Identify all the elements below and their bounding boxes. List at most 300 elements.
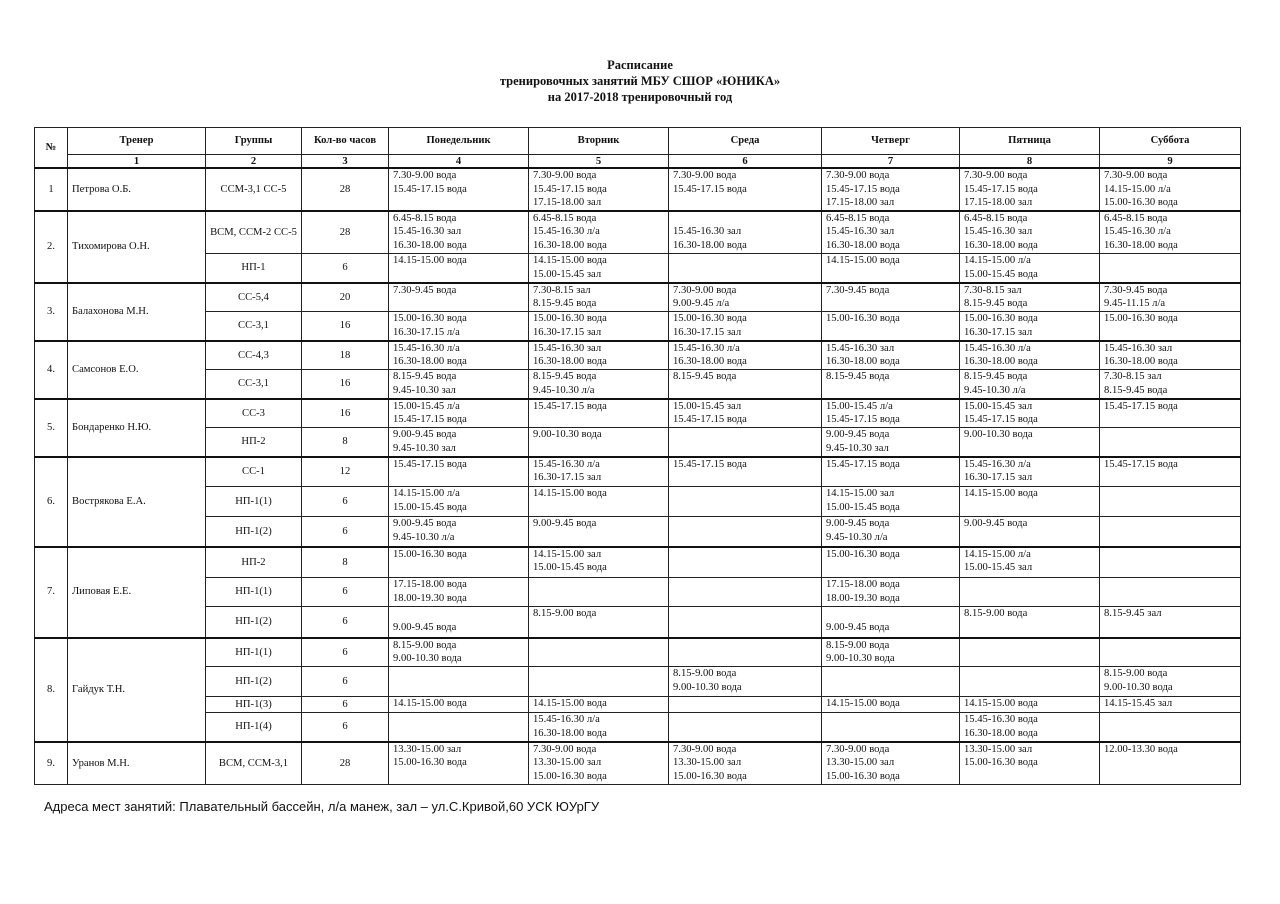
time-slot: 9.45-10.30 л/а (964, 384, 1026, 396)
day-cell (389, 254, 529, 283)
day-cell (822, 607, 960, 638)
time-slot: 18.00-19.30 вода (826, 592, 900, 604)
hours-cell: 6 (302, 487, 389, 517)
day-cell (1100, 254, 1241, 283)
day-cell (1100, 607, 1241, 638)
time-slot: 15.45-17.15 вода (673, 183, 747, 195)
time-slot: 15.45-17.15 вода (1104, 458, 1178, 470)
day-cell (960, 547, 1100, 578)
day-cell (529, 667, 669, 697)
time-slot: 14.15-15.00 л/а (964, 255, 1031, 267)
time-slot: 14.15-15.00 вода (964, 698, 1038, 710)
group-cell: СС-3,1 (206, 370, 302, 399)
hours-cell: 6 (302, 517, 389, 547)
day-cell (529, 312, 669, 341)
time-slot: 14.15-15.00 вода (826, 698, 900, 710)
day-cell (389, 428, 529, 457)
time-slot: 14.15-15.00 вода (393, 255, 467, 267)
row-number: 8. (35, 638, 68, 742)
time-slot: 9.00-9.45 вода (393, 429, 457, 441)
time-slot: 16.30-17.15 л/а (393, 326, 460, 338)
day-cell (529, 457, 669, 487)
time-slot: 9.45-11.15 л/а (1104, 298, 1166, 310)
time-slot: 15.00-15.45 зал (673, 400, 742, 412)
day-cell (1100, 399, 1241, 428)
time-slot: 15.00-16.30 вода (826, 313, 900, 325)
schedule-body (35, 168, 1241, 785)
day-cell (1100, 517, 1241, 547)
column-number: 9 (1100, 155, 1241, 169)
time-slot: 9.45-10.30 зал (826, 442, 889, 454)
time-slot: 15.45-17.15 вода (533, 183, 607, 195)
day-cell (389, 547, 529, 578)
day-cell (529, 607, 669, 638)
time-slot: 15.45-16.30 зал (964, 226, 1033, 238)
day-cell (529, 697, 669, 713)
schedule-row (35, 457, 1241, 487)
time-slot: 15.45-17.15 вода (393, 458, 467, 470)
title-line-3: на 2017-2018 тренировочный год (547, 90, 733, 104)
day-cell (669, 283, 822, 312)
time-slot: 15.00-16.30 вода (393, 313, 467, 325)
day-cell (1100, 211, 1241, 254)
time-slot: 15.45-16.30 л/а (673, 342, 740, 354)
schedule-row (35, 370, 1241, 399)
group-cell: НП-1(1) (206, 638, 302, 667)
time-slot: 16.30-18.00 вода (1104, 356, 1178, 368)
time-slot: 14.15-15.00 вода (826, 255, 900, 267)
day-cell (1100, 283, 1241, 312)
time-slot: 16.30-18.00 вода (826, 239, 900, 251)
hours-cell: 20 (302, 283, 389, 312)
day-cell (529, 283, 669, 312)
hours-cell: 8 (302, 547, 389, 578)
time-slot: 8.15-9.45 вода (826, 371, 890, 383)
column-number: 3 (302, 155, 389, 169)
column-number: 7 (822, 155, 960, 169)
column-number: 4 (389, 155, 529, 169)
time-slot: 16.30-18.00 вода (673, 356, 747, 368)
hours-cell: 28 (302, 742, 389, 785)
time-slot: 14.15-15.00 вода (393, 698, 467, 710)
group-cell: НП-2 (206, 428, 302, 457)
time-slot: 15.00-16.30 вода (1104, 197, 1178, 209)
time-slot: 17.15-18.00 зал (964, 197, 1033, 209)
time-slot: 15.45-16.30 зал (673, 226, 742, 238)
day-cell (669, 697, 822, 713)
time-slot: 7.30-9.45 вода (393, 284, 457, 296)
day-cell (960, 487, 1100, 517)
day-cell (1100, 742, 1241, 785)
day-cell (529, 428, 669, 457)
group-cell: СС-3 (206, 399, 302, 428)
day-cell (389, 697, 529, 713)
time-slot: 7.30-8.15 зал (1104, 371, 1162, 383)
time-slot: 7.30-9.00 вода (533, 170, 597, 181)
day-cell (1100, 667, 1241, 697)
time-slot: 15.00-16.30 вода (533, 770, 607, 782)
coach-name: Липовая Е.Е. (68, 547, 206, 638)
day-cell (960, 399, 1100, 428)
time-slot: 15.45-17.15 вода (964, 183, 1038, 195)
time-slot: 15.45-17.15 вода (826, 183, 900, 195)
schedule-row (35, 487, 1241, 517)
group-cell: НП-1 (206, 254, 302, 283)
time-slot: 7.30-9.45 вода (826, 284, 890, 296)
time-slot: 7.30-9.00 вода (1104, 170, 1168, 181)
time-slot: 8.15-9.45 вода (393, 371, 457, 383)
coach-name: Гайдук Т.Н. (68, 638, 206, 742)
time-slot: 16.30-18.00 вода (1104, 239, 1178, 251)
time-slot: 14.15-15.00 вода (533, 698, 607, 710)
day-cell (389, 457, 529, 487)
day-cell (529, 254, 669, 283)
day-cell (822, 211, 960, 254)
day-cell (389, 517, 529, 547)
day-cell (1100, 341, 1241, 370)
time-slot: 16.30-18.00 вода (673, 239, 747, 251)
time-slot: 9.00-9.45 вода (393, 621, 457, 633)
time-slot: 15.00-15.45 зал (964, 562, 1033, 574)
time-slot: 13.30-15.00 зал (393, 743, 462, 755)
day-cell (389, 487, 529, 517)
coach-name: Бондаренко Н.Ю. (68, 399, 206, 457)
day-cell (960, 211, 1100, 254)
hours-cell: 16 (302, 399, 389, 428)
day-cell (389, 713, 529, 742)
time-slot: 14.15-15.00 л/а (1104, 183, 1171, 195)
day-cell (822, 457, 960, 487)
group-cell: НП-1(4) (206, 713, 302, 742)
day-cell (960, 638, 1100, 667)
time-slot: 15.45-16.30 зал (826, 226, 895, 238)
day-cell (529, 370, 669, 399)
day-cell (960, 312, 1100, 341)
day-cell (822, 283, 960, 312)
time-slot: 8.15-9.45 вода (673, 371, 737, 383)
time-slot: 8.15-9.45 вода (964, 371, 1028, 383)
time-slot: 16.30-17.15 зал (533, 472, 602, 484)
hours-cell: 28 (302, 168, 389, 211)
day-cell (822, 547, 960, 578)
hours-cell: 6 (302, 578, 389, 607)
time-slot: 15.00-15.45 л/а (826, 400, 893, 412)
time-slot: 8.15-9.00 вода (826, 639, 890, 651)
day-cell (389, 370, 529, 399)
day-cell (669, 211, 822, 254)
schedule-row (35, 638, 1241, 667)
time-slot (673, 212, 817, 226)
time-slot: 15.45-17.15 вода (964, 414, 1038, 426)
time-slot: 8.15-9.00 вода (673, 668, 737, 680)
time-slot: 16.30-18.00 вода (533, 239, 607, 251)
title-line-1: Расписание (607, 58, 673, 72)
time-slot: 15.45-16.30 зал (826, 342, 895, 354)
coach-name: Балахонова М.Н. (68, 283, 206, 341)
time-slot: 15.45-17.15 вода (826, 458, 900, 470)
day-cell (822, 168, 960, 211)
day-cell (1100, 457, 1241, 487)
schedule-row (35, 607, 1241, 638)
time-slot: 15.00-15.45 вода (964, 268, 1038, 280)
day-cell (529, 211, 669, 254)
row-number: 7. (35, 547, 68, 638)
schedule-row (35, 547, 1241, 578)
time-slot: 15.00-16.30 вода (964, 757, 1038, 769)
day-cell (822, 667, 960, 697)
day-cell (669, 457, 822, 487)
time-slot: 8.15-9.00 вода (1104, 668, 1168, 680)
time-slot (393, 607, 524, 621)
time-slot: 16.30-18.00 вода (826, 356, 900, 368)
time-slot: 9.00-9.45 вода (826, 621, 890, 633)
time-slot: 9.00-10.30 вода (673, 681, 742, 693)
day-cell (669, 312, 822, 341)
group-cell: СС-3,1 (206, 312, 302, 341)
document-title (0, 57, 1280, 105)
time-slot: 16.30-17.15 зал (673, 326, 742, 338)
header-coach: Тренер (68, 128, 206, 155)
time-slot: 15.45-16.30 л/а (533, 226, 600, 238)
day-cell (529, 547, 669, 578)
day-cell (822, 370, 960, 399)
time-slot: 7.30-9.00 вода (673, 284, 737, 296)
day-cell (960, 254, 1100, 283)
time-slot: 14.15-15.45 зал (1104, 698, 1173, 710)
time-slot: 14.15-15.00 вода (964, 488, 1038, 500)
day-cell (389, 211, 529, 254)
day-cell (822, 399, 960, 428)
time-slot: 9.00-9.45 вода (533, 518, 597, 530)
day-cell (389, 667, 529, 697)
time-slot: 14.15-15.00 зал (533, 548, 602, 560)
column-number: 1 (68, 155, 206, 169)
day-cell (389, 607, 529, 638)
time-slot: 15.45-16.30 л/а (533, 458, 600, 470)
coach-name: Самсонов Е.О. (68, 341, 206, 399)
header-day-sat: Суббота (1100, 128, 1241, 155)
day-cell (669, 428, 822, 457)
day-cell (1100, 638, 1241, 667)
hours-cell: 6 (302, 638, 389, 667)
schedule-row (35, 697, 1241, 713)
day-cell (1100, 168, 1241, 211)
time-slot: 9.00-9.45 вода (393, 518, 457, 530)
time-slot: 7.30-8.15 зал (533, 284, 591, 296)
time-slot: 8.15-9.00 вода (964, 608, 1028, 620)
group-cell: ВСМ, ССМ-2 СС-5 (206, 211, 302, 254)
day-cell (669, 638, 822, 667)
day-cell (1100, 578, 1241, 607)
time-slot: 16.30-18.00 вода (964, 356, 1038, 368)
time-slot: 16.30-18.00 вода (533, 727, 607, 739)
day-cell (822, 254, 960, 283)
time-slot: 6.45-8.15 вода (826, 212, 890, 224)
time-slot: 15.00-15.45 зал (533, 268, 602, 280)
time-slot: 9.45-10.30 л/а (533, 384, 595, 396)
hours-cell: 12 (302, 457, 389, 487)
day-cell (669, 168, 822, 211)
day-cell (389, 742, 529, 785)
day-cell (960, 457, 1100, 487)
day-cell (389, 312, 529, 341)
hours-cell: 6 (302, 254, 389, 283)
day-cell (529, 713, 669, 742)
time-slot: 15.45-17.15 вода (533, 400, 607, 412)
schedule-row (35, 168, 1241, 211)
time-slot: 16.30-17.15 зал (964, 326, 1033, 338)
group-cell: СС-5,4 (206, 283, 302, 312)
time-slot: 16.30-18.00 вода (964, 727, 1038, 739)
time-slot: 9.00-10.30 вода (1104, 681, 1173, 693)
day-cell (389, 578, 529, 607)
time-slot: 15.00-16.30 вода (673, 313, 747, 325)
hours-cell: 8 (302, 428, 389, 457)
day-cell (669, 517, 822, 547)
time-slot (826, 607, 955, 621)
time-slot: 15.45-17.15 вода (1104, 400, 1178, 412)
coach-name: Уранов М.Н. (68, 742, 206, 785)
time-slot: 15.00-16.30 вода (393, 757, 467, 769)
header-day-mon: Понедельник (389, 128, 529, 155)
time-slot: 9.00-9.45 вода (826, 429, 890, 441)
time-slot: 15.45-17.15 вода (393, 414, 467, 426)
day-cell (960, 370, 1100, 399)
schedule-row (35, 517, 1241, 547)
time-slot: 8.15-9.45 вода (1104, 384, 1168, 396)
time-slot: 16.30-18.00 вода (964, 239, 1038, 251)
time-slot: 13.30-15.00 зал (533, 757, 602, 769)
column-number: 8 (960, 155, 1100, 169)
day-cell (669, 370, 822, 399)
time-slot: 15.00-15.45 зал (964, 400, 1033, 412)
day-cell (960, 697, 1100, 713)
schedule-row (35, 713, 1241, 742)
day-cell (822, 517, 960, 547)
day-cell (669, 341, 822, 370)
day-cell (1100, 713, 1241, 742)
day-cell (669, 667, 822, 697)
day-cell (960, 667, 1100, 697)
day-cell (1100, 370, 1241, 399)
day-cell (1100, 487, 1241, 517)
time-slot: 15.45-16.30 л/а (533, 714, 600, 726)
hours-cell: 16 (302, 312, 389, 341)
day-cell (822, 713, 960, 742)
row-number: 4. (35, 341, 68, 399)
day-cell (529, 168, 669, 211)
time-slot: 15.00-15.45 вода (393, 501, 467, 513)
header-day-tue: Вторник (529, 128, 669, 155)
day-cell (960, 517, 1100, 547)
schedule-row (35, 399, 1241, 428)
group-cell: НП-1(2) (206, 517, 302, 547)
time-slot: 7.30-9.00 вода (826, 170, 890, 181)
time-slot: 13.30-15.00 зал (964, 743, 1033, 755)
time-slot: 15.45-16.30 л/а (964, 342, 1031, 354)
hours-cell: 16 (302, 370, 389, 399)
day-cell (822, 578, 960, 607)
time-slot: 7.30-9.45 вода (1104, 284, 1168, 296)
group-cell: ССМ-3,1 СС-5 (206, 168, 302, 211)
day-cell (669, 487, 822, 517)
time-slot: 15.00-15.45 вода (826, 501, 900, 513)
time-slot: 14.15-15.00 л/а (393, 488, 460, 500)
time-slot: 15.00-16.30 вода (393, 548, 467, 560)
schedule-row (35, 428, 1241, 457)
day-cell (822, 341, 960, 370)
day-cell (1100, 547, 1241, 578)
time-slot: 6.45-8.15 вода (533, 212, 597, 224)
day-cell (960, 607, 1100, 638)
column-number-row (35, 155, 1241, 169)
group-cell: НП-1(2) (206, 607, 302, 638)
coach-name: Тихомирова О.Н. (68, 211, 206, 283)
day-cell (669, 547, 822, 578)
time-slot: 8.15-9.00 вода (533, 608, 597, 620)
time-slot: 17.15-18.00 вода (393, 579, 467, 591)
time-slot: 9.45-10.30 л/а (393, 531, 455, 543)
hours-cell: 6 (302, 667, 389, 697)
day-cell (529, 487, 669, 517)
header-day-fri: Пятница (960, 128, 1100, 155)
time-slot: 6.45-8.15 вода (964, 212, 1028, 224)
day-cell (960, 168, 1100, 211)
day-cell (529, 399, 669, 428)
day-cell (529, 517, 669, 547)
time-slot: 9.00-10.30 вода (533, 429, 602, 441)
title-line-2: тренировочных занятий МБУ СШОР «ЮНИКА» (499, 74, 781, 88)
time-slot: 15.45-17.15 вода (673, 458, 747, 470)
row-number: 2. (35, 211, 68, 283)
time-slot: 9.45-10.30 зал (393, 384, 456, 396)
row-number: 5. (35, 399, 68, 457)
day-cell (669, 578, 822, 607)
time-slot: 15.00-16.30 вода (673, 770, 747, 782)
time-slot: 8.15-9.45 вода (964, 298, 1028, 310)
time-slot: 15.45-16.30 л/а (964, 458, 1031, 470)
day-cell (822, 428, 960, 457)
row-number: 3. (35, 283, 68, 341)
time-slot: 16.30-18.00 вода (533, 356, 607, 368)
header-day-thu: Четверг (822, 128, 960, 155)
time-slot: 9.45-10.30 зал (393, 442, 456, 454)
hours-cell: 6 (302, 697, 389, 713)
group-cell: НП-1(1) (206, 487, 302, 517)
day-cell (529, 742, 669, 785)
time-slot: 16.30-18.00 вода (393, 239, 467, 251)
row-number: 9. (35, 742, 68, 785)
time-slot: 17.15-18.00 вода (826, 579, 900, 591)
time-slot: 9.00-10.30 вода (964, 429, 1033, 441)
coach-name: Вострякова Е.А. (68, 457, 206, 547)
schedule-table (34, 127, 1241, 785)
time-slot: 14.15-15.00 л/а (964, 548, 1031, 560)
day-cell (960, 428, 1100, 457)
schedule-row (35, 254, 1241, 283)
day-cell (389, 283, 529, 312)
day-cell (669, 399, 822, 428)
time-slot: 15.45-16.30 л/а (1104, 226, 1171, 238)
time-slot: 9.45-10.30 л/а (826, 531, 888, 543)
column-number: 2 (206, 155, 302, 169)
hours-cell: 6 (302, 713, 389, 742)
schedule-row (35, 742, 1241, 785)
schedule-row (35, 578, 1241, 607)
column-number: 5 (529, 155, 669, 169)
time-slot: 7.30-9.00 вода (673, 170, 737, 181)
day-cell (960, 283, 1100, 312)
